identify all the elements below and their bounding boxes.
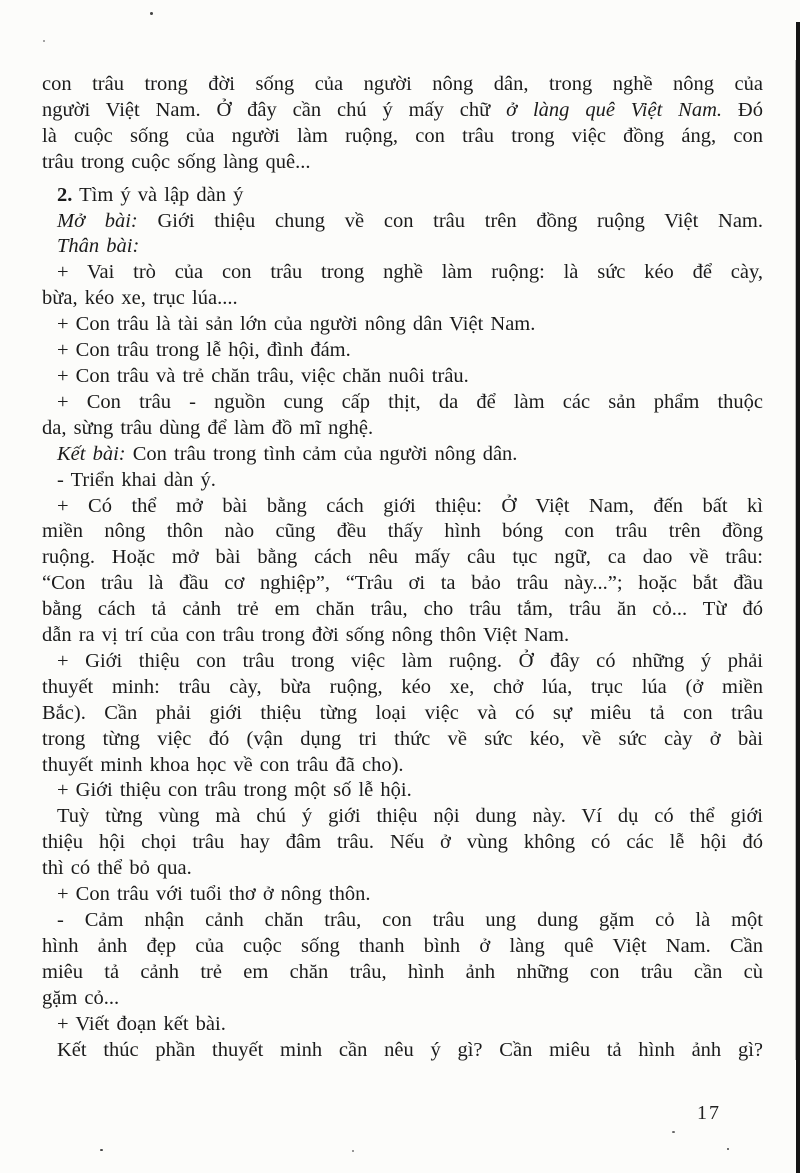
text-run-italic: Kết bài: bbox=[57, 442, 126, 465]
text-line: trâu trong cuộc sống làng quê... bbox=[42, 150, 311, 173]
scan-speck bbox=[150, 12, 153, 15]
text-line: thuyết minh khoa học về con trâu đã cho). bbox=[42, 753, 404, 776]
scan-speck bbox=[43, 40, 45, 42]
text-line: là cuộc sống của người làm ruộng, con trâu trong việc đồng áng, con bbox=[42, 124, 763, 147]
text-line: “Con trâu là đầu cơ nghiệp”, “Trâu ơi ta bảo trâu này...”; hoặc bắt đầu bbox=[42, 572, 763, 595]
scan-edge-shadow bbox=[796, 22, 800, 1173]
text-line: + Con trâu trong lễ hội, đình đám. bbox=[57, 339, 351, 362]
text-block bbox=[42, 72, 763, 1063]
text-line: miêu tả cảnh trẻ em chăn trâu, hình ảnh những con trâu cần cù bbox=[42, 960, 763, 983]
text-line: miền nông thôn nào cũng đều thấy hình bóng con trâu trên đồng bbox=[42, 520, 763, 543]
text-run-italic: Thân bài: bbox=[57, 235, 140, 258]
text-run: Đó bbox=[722, 98, 763, 121]
page-number: 17 bbox=[697, 1102, 721, 1124]
scan-speck bbox=[352, 1150, 354, 1152]
text-line: + Viết đoạn kết bài. bbox=[57, 1012, 226, 1035]
text-line: hình ảnh đẹp của cuộc sống thanh bình ở làng quê Việt Nam. Cần bbox=[42, 934, 763, 957]
text-line: + Con trâu và trẻ chăn trâu, việc chăn nuôi trâu. bbox=[57, 364, 469, 387]
text-line: + Vai trò của con trâu trong nghề làm ruộng: là sức kéo để cày, bbox=[57, 261, 763, 284]
text-line: ruộng. Hoặc mở bài bằng cách nêu mấy câu tục ngữ, ca dao về trâu: bbox=[42, 546, 763, 569]
text-run: người Việt Nam. Ở đây cần chú ý mấy chữ bbox=[42, 98, 507, 121]
scan-edge-line bbox=[795, 60, 796, 1060]
text-run-italic: Mở bài: bbox=[57, 209, 138, 232]
text-line: + Có thể mở bài bằng cách giới thiệu: Ở Việt Nam, đến bất kì bbox=[57, 494, 763, 517]
text-line: + Con trâu với tuổi thơ ở nông thôn. bbox=[57, 883, 371, 906]
text-line: Tuỳ từng vùng mà chú ý giới thiệu nội dung này. Ví dụ có thể giới bbox=[57, 805, 763, 828]
text-run: Giới thiệu chung về con trâu trên đồng ruộng Việt Nam. bbox=[137, 209, 763, 232]
text-line: + Giới thiệu con trâu trong một số lễ hội. bbox=[57, 779, 412, 802]
text-line: Bắc). Cần phải giới thiệu từng loại việc và có sự miêu tả con trâu bbox=[42, 701, 763, 724]
text-run: Con trâu trong tình cảm của người nông dân. bbox=[125, 442, 518, 465]
text-line: thiệu hội chọi trâu hay đâm trâu. Nếu ở vùng không có các lễ hội đó bbox=[42, 831, 763, 854]
text-run-italic: ở làng quê Việt Nam. bbox=[506, 98, 723, 121]
scan-speck bbox=[672, 1131, 675, 1133]
text-line: da, sừng trâu dùng để làm đồ mĩ nghệ. bbox=[42, 416, 374, 439]
text-run: Tìm ý và lập dàn ý bbox=[72, 183, 244, 206]
text-line bbox=[42, 442, 763, 468]
text-line: trong từng việc đó (vận dụng tri thức về sức kéo, về sức cày ở bài bbox=[42, 727, 763, 750]
text-line: gặm cỏ... bbox=[42, 986, 120, 1009]
text-line: dẫn ra vị trí của con trâu trong đời sống nông thôn Việt Nam. bbox=[42, 624, 570, 647]
text-line: bừa, kéo xe, trục lúa.... bbox=[42, 287, 238, 310]
text-line: bằng cách tả cảnh trẻ em chăn trâu, cho trâu tắm, trâu ăn cỏ... Từ đó bbox=[42, 598, 763, 621]
text-line bbox=[42, 234, 763, 260]
text-line: - Triển khai dàn ý. bbox=[57, 468, 216, 491]
text-line: - Cảm nhận cảnh chăn trâu, con trâu ung dung gặm cỏ là một bbox=[57, 909, 763, 931]
text-line: + Con trâu là tài sản lớn của người nông dân Việt Nam. bbox=[57, 313, 536, 336]
text-line: + Giới thiệu con trâu trong việc làm ruộng. Ở đây có những ý phải bbox=[57, 649, 763, 672]
scan-speck bbox=[100, 1149, 103, 1151]
text-line bbox=[42, 98, 763, 124]
text-run-bold: 2. bbox=[57, 183, 73, 206]
scan-speck bbox=[727, 1148, 729, 1150]
text-line: con trâu trong đời sống của người nông dân, trong nghề nông của bbox=[42, 73, 763, 95]
text-line: + Con trâu - nguồn cung cấp thịt, da để làm các sản phẩm thuộc bbox=[57, 390, 763, 413]
text-line bbox=[42, 209, 763, 235]
section-heading bbox=[42, 183, 763, 209]
text-line: thì có thể bỏ qua. bbox=[42, 857, 192, 880]
text-line: thuyết minh: trâu cày, bừa ruộng, kéo xe, chở lúa, trục lúa (ở miền bbox=[42, 675, 763, 698]
text-line: Kết thúc phần thuyết minh cần nêu ý gì? Cần miêu tả hình ảnh gì? bbox=[57, 1038, 763, 1061]
